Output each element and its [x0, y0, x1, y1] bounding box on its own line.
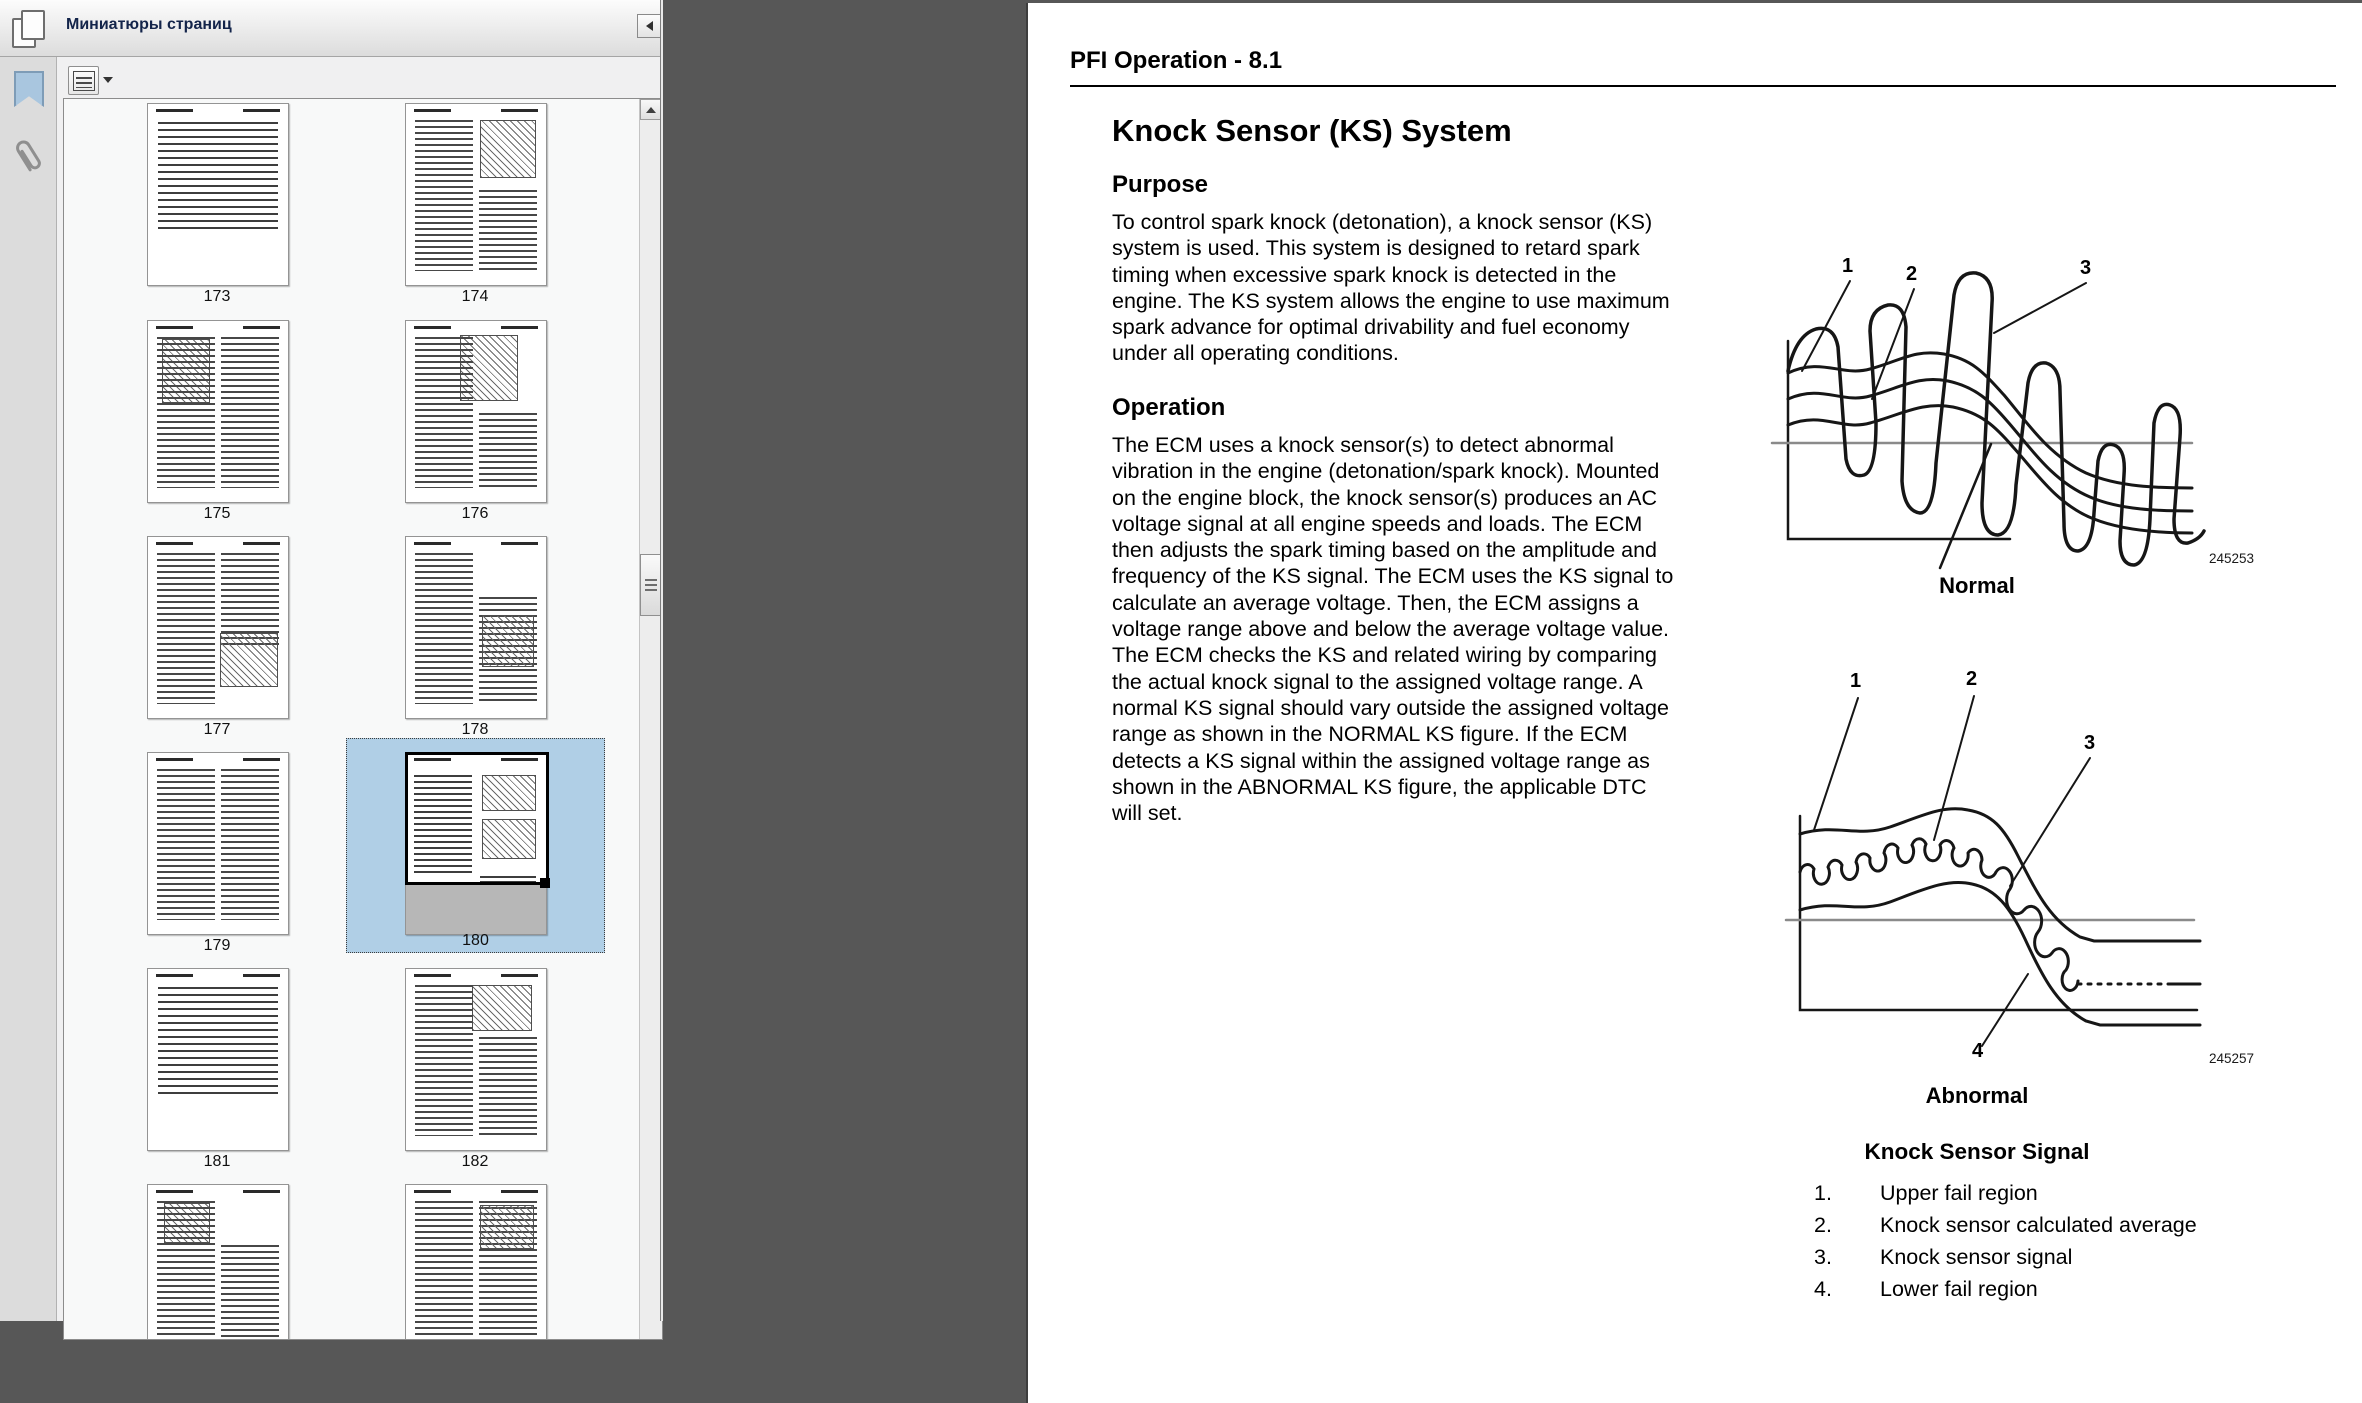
running-header: PFI Operation - 8.1 — [1070, 47, 2336, 87]
legend-item — [1742, 1213, 2302, 1239]
page-title: Knock Sensor (KS) System — [1112, 113, 1512, 148]
normal-ks-waveform — [1742, 221, 2282, 571]
section-heading-purpose: Purpose — [1112, 171, 1209, 198]
thumbnail-page-178[interactable] — [405, 536, 547, 719]
navigation-rail — [0, 57, 57, 1321]
figure-abnormal — [1742, 648, 2282, 1118]
thumbnail-label: 181 — [203, 1153, 231, 1170]
legend-item-text: Knock sensor calculated average — [1880, 1213, 2197, 1237]
callout-1: 1 — [1850, 670, 1862, 692]
thumbnail-page-175[interactable] — [147, 320, 289, 503]
thumbnail-page-173[interactable] — [147, 103, 289, 286]
thumbnail-page-180-selected[interactable] — [346, 738, 605, 953]
page-view-indicator[interactable] — [405, 752, 549, 885]
view-resize-handle[interactable] — [540, 878, 550, 888]
figure-id: 245253 — [2208, 551, 2254, 566]
thumbnail-page-177[interactable] — [147, 536, 289, 719]
figure-caption-normal: Normal — [1939, 573, 2015, 598]
legend-item — [1742, 1181, 2302, 1207]
thumbnails-scrollbar[interactable] — [639, 99, 662, 1339]
scroll-up-icon — [646, 107, 656, 113]
legend-item-number: 1. — [1814, 1181, 1832, 1205]
pdf-page — [1026, 3, 2362, 1403]
scrollbar-grip — [645, 579, 657, 592]
thumbnail-label: 182 — [461, 1153, 489, 1170]
legend-item-text: Knock sensor signal — [1880, 1245, 2073, 1269]
options-dropdown-icon[interactable] — [103, 77, 113, 83]
list-options-icon — [73, 71, 95, 91]
legend-item-number: 3. — [1814, 1245, 1832, 1269]
callout-1: 1 — [1842, 255, 1854, 277]
thumbnails-list[interactable] — [63, 98, 663, 1340]
callout-3: 3 — [2080, 257, 2092, 279]
thumbnail-page-181[interactable] — [147, 968, 289, 1151]
purpose-paragraph: To control spark knock (detonation), a knock sensor (KS) system is used. This system is designed to retard spark timing when excessive spark knock is detected in the engine. The KS system allows the engine to use maximum spark advance for optimal drivability and fuel economy under all operating conditions. — [1112, 210, 1670, 366]
figure-id: 245257 — [2208, 1051, 2254, 1066]
document-view[interactable] — [663, 0, 2362, 1321]
legend-title: Knock Sensor Signal — [1864, 1139, 2090, 1164]
abnormal-ks-waveform — [1742, 648, 2282, 1078]
thumbnail-label: 177 — [203, 721, 231, 738]
thumbnail-page-174[interactable] — [405, 103, 547, 286]
legend-item — [1742, 1277, 2302, 1303]
thumbnail-label: 179 — [203, 937, 231, 954]
thumbnail-page-partial[interactable] — [147, 1184, 289, 1340]
page-thumbnails-icon — [12, 10, 46, 48]
thumbnails-panel — [0, 0, 663, 1321]
thumbnail-label-selected: 180 — [462, 932, 489, 949]
collapse-panel-button[interactable] — [637, 14, 661, 38]
out-of-view-shade — [406, 882, 546, 934]
operation-paragraph: The ECM uses a knock sensor(s) to detect abnormal vibration in the engine (detonation/spark knock). Mounted on the engine block, the knock sensor(s) produces an AC voltage signal at all engine speeds and loads. The ECM then adjusts the spark timing based on the amplitude and frequency of the KS signal. The ECM uses the KS signal to calculate an average voltage. Then, the ECM assigns a voltage range above and below the average voltage value. The ECM checks the KS and related wiring by comparing the actual knock signal to the assigned voltage range. A normal KS signal should vary outside the assigned voltage range as shown in the NORMAL KS figure. If the ECM detects a KS signal within the assigned voltage range as shown in the ABNORMAL KS figure, the applicable DTC will set. — [1112, 433, 1674, 826]
figure-normal — [1742, 221, 2282, 603]
thumbnail-label: 174 — [461, 288, 489, 305]
panel-titlebar — [0, 0, 663, 57]
attachments-icon[interactable] — [10, 133, 46, 181]
callout-2: 2 — [1906, 263, 1918, 285]
legend-item-text: Upper fail region — [1880, 1181, 2038, 1205]
scrollbar-thumb[interactable] — [640, 554, 661, 616]
legend-item-number: 4. — [1814, 1277, 1832, 1301]
collapse-left-icon — [646, 21, 653, 31]
thumbnail-page-179[interactable] — [147, 752, 289, 935]
callout-2: 2 — [1966, 668, 1978, 690]
section-heading-operation: Operation — [1112, 394, 1226, 421]
legend-item — [1742, 1245, 2302, 1271]
legend-item-text: Lower fail region — [1880, 1277, 2038, 1301]
thumbnail-options-button[interactable] — [68, 66, 99, 95]
scroll-up-button[interactable] — [640, 99, 662, 120]
panel-title: Миниатюры страниц — [66, 16, 232, 33]
thumbnail-label: 178 — [461, 721, 489, 738]
thumbnail-page-partial[interactable] — [405, 1184, 547, 1340]
callout-3: 3 — [2084, 732, 2096, 754]
thumbnail-label: 175 — [203, 505, 231, 522]
thumbnail-page-180[interactable] — [405, 752, 547, 935]
thumbnail-label: 173 — [203, 288, 231, 305]
bookmarks-icon[interactable] — [14, 71, 44, 107]
legend-item-number: 2. — [1814, 1213, 1832, 1237]
thumbnail-page-182[interactable] — [405, 968, 547, 1151]
callout-4: 4 — [1972, 1040, 1984, 1062]
figure-caption-abnormal: Abnormal — [1925, 1083, 2029, 1108]
thumbnails-panel-body — [57, 57, 663, 1321]
thumbnail-page-176[interactable] — [405, 320, 547, 503]
thumbnail-label: 176 — [461, 505, 489, 522]
